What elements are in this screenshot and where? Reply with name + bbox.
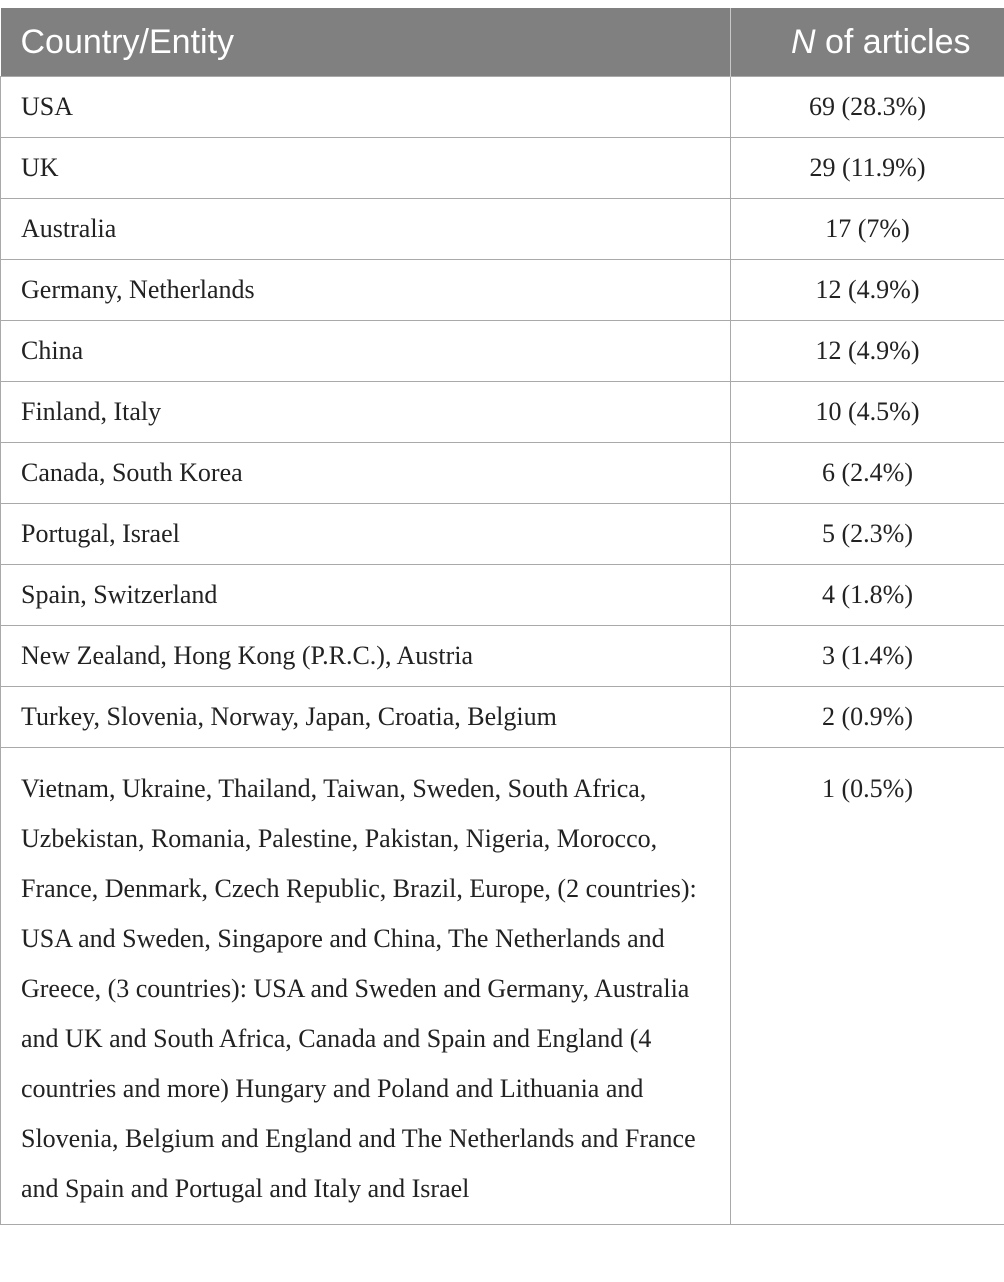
row-n-articles: 69 (28.3%)	[731, 77, 1004, 138]
row-n-articles: 29 (11.9%)	[731, 138, 1004, 199]
table-row	[1, 504, 1004, 565]
table-row	[1, 687, 1004, 748]
row-country: USA	[1, 77, 731, 138]
row-n-articles: 6 (2.4%)	[731, 443, 1004, 504]
row-country: China	[1, 321, 731, 382]
row-n-articles: 5 (2.3%)	[731, 504, 1004, 565]
row-n-articles: 4 (1.8%)	[731, 565, 1004, 626]
table-row	[1, 77, 1004, 138]
header-n-articles	[731, 8, 1004, 77]
table-row	[1, 565, 1004, 626]
row-n-articles: 10 (4.5%)	[731, 382, 1004, 443]
table-row	[1, 138, 1004, 199]
table-row	[1, 199, 1004, 260]
row-country: Canada, South Korea	[1, 443, 731, 504]
row-country: UK	[1, 138, 731, 199]
row-n-articles: 12 (4.9%)	[731, 321, 1004, 382]
header-country: Country/Entity	[1, 8, 731, 77]
table-row	[1, 260, 1004, 321]
row-country: Vietnam, Ukraine, Thailand, Taiwan, Sweden, South Africa, Uzbekistan, Romania, Palestine, Pakistan, Nigeria, Morocco, France, Denmark, Czech Republic, Brazil, Europe, (2 countries): USA and Sweden, Singapore and China, The Netherlands and Greece, (3 countries): USA and Sweden and Germany, Australia and UK and South Africa, Canada and Spain and England (4 countries and more) Hungary and Poland and Lithuania and Slovenia, Belgium and England and The Netherlands and France and Spain and Portugal and Italy and Israel	[1, 748, 731, 1225]
table-row	[1, 382, 1004, 443]
row-country: Spain, Switzerland	[1, 565, 731, 626]
table-row	[1, 626, 1004, 687]
articles-by-country-table	[0, 8, 1004, 1225]
table-row	[1, 321, 1004, 382]
row-n-articles: 17 (7%)	[731, 199, 1004, 260]
header-row	[1, 8, 1004, 77]
row-n-articles: 12 (4.9%)	[731, 260, 1004, 321]
row-country: Portugal, Israel	[1, 504, 731, 565]
row-n-articles: 3 (1.4%)	[731, 626, 1004, 687]
row-country: Turkey, Slovenia, Norway, Japan, Croatia, Belgium	[1, 687, 731, 748]
header-n-italic: N	[790, 22, 816, 61]
row-country: Finland, Italy	[1, 382, 731, 443]
row-n-articles: 2 (0.9%)	[731, 687, 1004, 748]
row-country: New Zealand, Hong Kong (P.R.C.), Austria	[1, 626, 731, 687]
row-country: Germany, Netherlands	[1, 260, 731, 321]
row-n-articles: 1 (0.5%)	[731, 748, 1004, 1225]
table-row	[1, 748, 1004, 1225]
row-country: Australia	[1, 199, 731, 260]
table-row	[1, 443, 1004, 504]
header-n-rest: of articles	[815, 22, 971, 61]
